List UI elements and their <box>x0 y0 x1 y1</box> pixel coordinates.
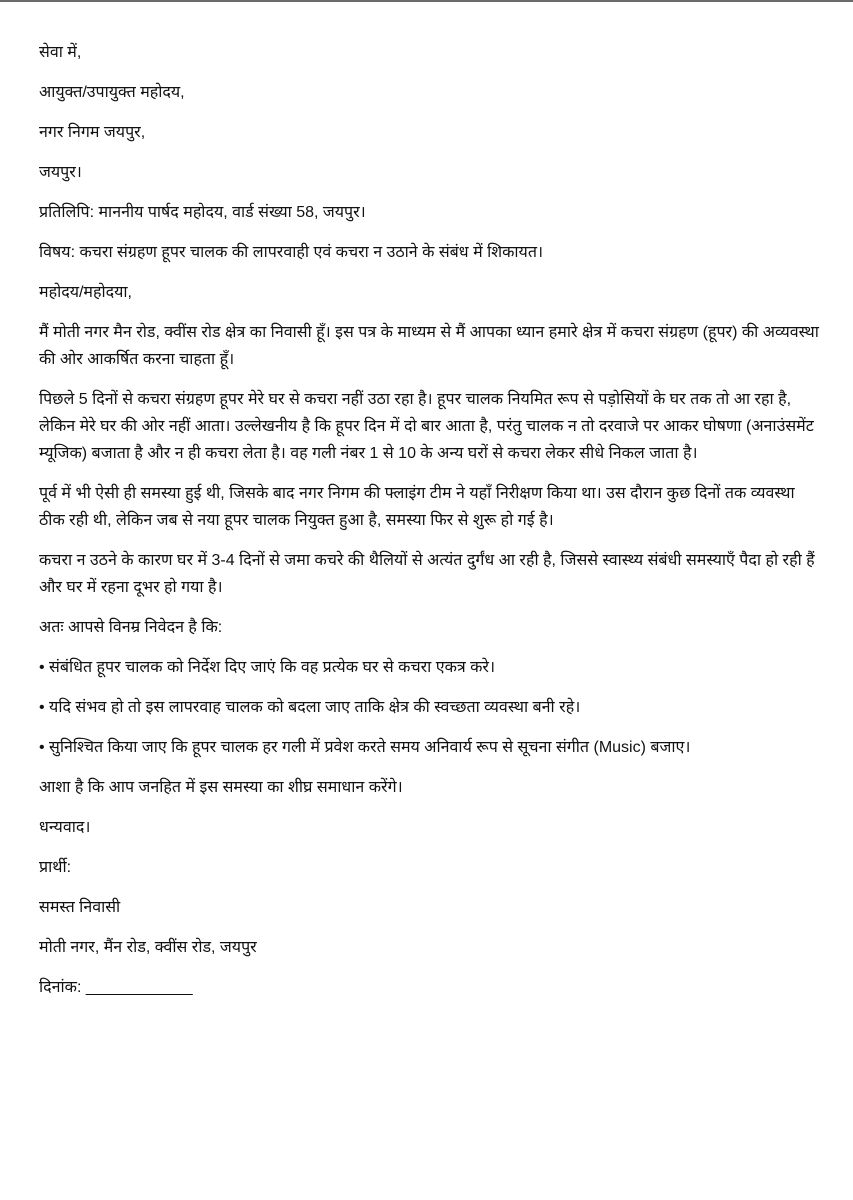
body-paragraph: पूर्व में भी ऐसी ही समस्या हुई थी, जिसके बाद नगर निगम की फ्लाइंग टीम ने यहाँ निरीक्षण किया था। उस दौरान कुछ दिनों तक व्यवस्था ठीक रही थी, लेकिन जब से नया हूपर चालक नियुक्त हुआ है, समस्या फिर से शुरू हो गई है। <box>39 485 795 529</box>
recipient-office: नगर निगम जयपुर, <box>39 124 146 141</box>
recipient-city: जयपुर। <box>39 164 82 181</box>
request-item: • यदि संभव हो तो इस लापरवाह चालक को बदला जाए ताकि क्षेत्र की स्वच्छता व्यवस्था बनी रहे। <box>39 699 581 716</box>
thanks-line: धन्यवाद। <box>39 819 91 836</box>
copy-to-line: प्रतिलिपि: माननीय पार्षद महोदय, वार्ड संख्या 58, जयपुर। <box>39 204 366 221</box>
body-paragraph: पिछले 5 दिनों से कचरा संग्रहण हूपर मेरे घर से कचरा नहीं उठा रहा है। हूपर चालक नियमित रूप से पड़ोसियों के घर तक तो आ रहा है, लेकिन मेरे घर की ओर नहीं आता। उल्लेखनीय है कि हूपर दिन में दो बार आता है, परंतु चालक न तो दरवाजे पर आकर घोषणा (अनाउंसमेंट म्यूजिक) बजाता है और न ही कचरा लेता है। वह गली नंबर 1 से 10 के अन्य घरों से कचरा लेकर सीधे निकल जाता है। <box>39 391 814 462</box>
request-intro: अतः आपसे विनम्र निवेदन है कि: <box>39 619 223 636</box>
body-paragraph: मैं मोती नगर मैन रोड, क्वींस रोड क्षेत्र का निवासी हूँ। इस पत्र के माध्यम से मैं आपका ध्यान हमारे क्षेत्र में कचरा संग्रहण (हूपर) की अव्यवस्था की ओर आकर्षित करना चाहता हूँ। <box>39 324 819 368</box>
request-item: • सुनिश्चित किया जाए कि हूपर चालक हर गली में प्रवेश करते समय अनिवार्य रूप से सूचना संगीत (Music) बजाए। <box>39 739 691 756</box>
closing-hope: आशा है कि आप जनहित में इस समस्या का शीघ्र समाधान करेंगे। <box>39 779 403 796</box>
complaint-letter <box>39 39 821 1014</box>
greeting: महोदय/महोदया, <box>39 284 133 301</box>
date-line: दिनांक: ____________ <box>39 979 193 996</box>
applicant-label: प्रार्थी: <box>39 859 72 876</box>
applicant-address: मोती नगर, मैंन रोड, क्वींस रोड, जयपुर <box>39 939 257 956</box>
body-paragraph: कचरा न उठने के कारण घर में 3-4 दिनों से जमा कचरे की थैलियों से अत्यंत दुर्गंध आ रही है, जिससे स्वास्थ्य संबंधी समस्याएँ पैदा हो रही हैं और घर में रहना दूभर हो गया है। <box>39 552 815 596</box>
request-item: • संबंधित हूपर चालक को निर्देश दिए जाएं कि वह प्रत्येक घर से कचरा एकत्र करे। <box>39 659 496 676</box>
salutation: सेवा में, <box>39 44 82 61</box>
recipient-title: आयुक्त/उपायुक्त महोदय, <box>39 84 185 101</box>
subject-line: विषय: कचरा संग्रहण हूपर चालक की लापरवाही एवं कचरा न उठाने के संबंध में शिकायत। <box>39 244 544 261</box>
top-border-line <box>0 0 853 2</box>
applicant-name: समस्त निवासी <box>39 899 121 916</box>
